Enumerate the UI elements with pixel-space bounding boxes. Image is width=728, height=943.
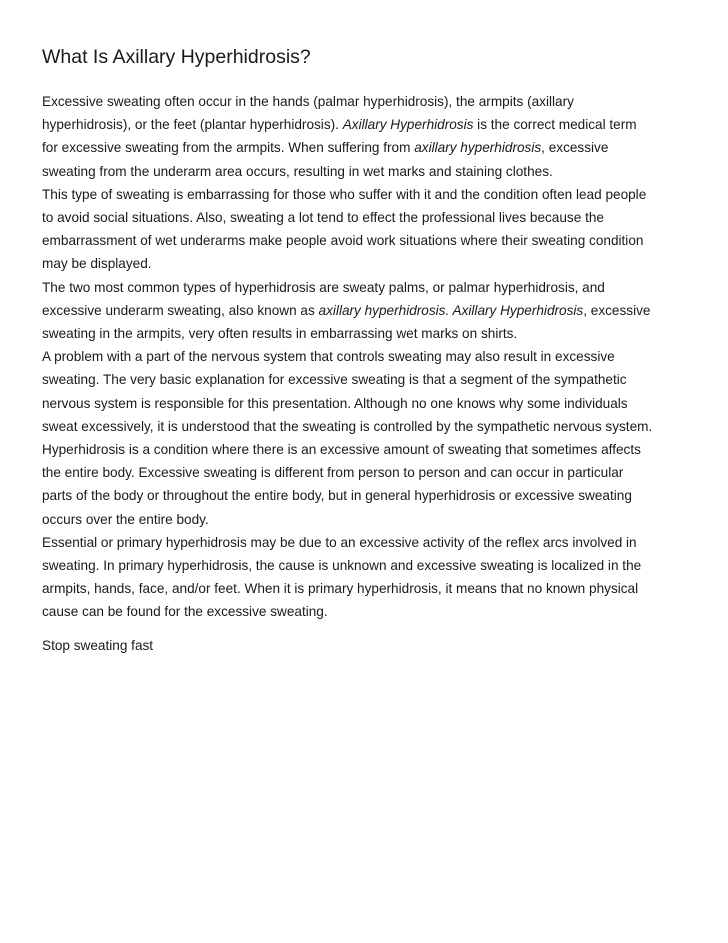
article-body	[42, 90, 692, 657]
text-line	[42, 90, 692, 113]
paragraph	[42, 90, 692, 183]
text-line	[42, 345, 692, 368]
text-line	[42, 484, 692, 507]
italic-term: Axillary Hyperhidrosis	[342, 117, 474, 133]
text-segment: armpits, hands, face, and/or feet. When it is primary hyperhidrosis, it means that no known physical	[42, 581, 639, 597]
text-line	[42, 392, 692, 415]
text-line	[42, 322, 692, 345]
text-line	[42, 183, 692, 206]
text-line	[42, 368, 692, 391]
text-segment: sweating in the armpits, very often results in embarrassing wet marks on shirts.	[42, 326, 518, 342]
text-line	[42, 415, 692, 438]
text-segment: Excessive sweating often occur in the hands (palmar hyperhidrosis), the armpits (axillary	[42, 94, 574, 109]
page-title: What Is Axillary Hyperhidrosis?	[42, 46, 311, 68]
text-line	[42, 600, 692, 623]
text-segment: parts of the body or throughout the entire body, but in general hyperhidrosis or excessive sweating	[42, 488, 632, 504]
text-line	[42, 438, 692, 461]
text-line	[42, 206, 692, 229]
paragraph	[42, 183, 692, 276]
text-segment: A problem with a part of the nervous system that controls sweating may also result in excessive	[42, 349, 615, 365]
text-segment: is the correct medical term	[473, 117, 637, 133]
text-segment: , excessive	[583, 302, 651, 318]
text-segment: sweating. In primary hyperhidrosis, the cause is unknown and excessive sweating is localized in the	[42, 558, 642, 574]
text-segment: The two most common types of hyperhidrosis are sweaty palms, or palmar hyperhidrosis, and	[42, 279, 605, 295]
text-segment: Essential or primary hyperhidrosis may be due to an excessive activity of the reflex arcs involved in	[42, 534, 637, 550]
text-line	[42, 299, 692, 322]
text-segment: embarrassment of wet underarms make people avoid work situations where their sweating condition	[42, 233, 644, 249]
text-line	[42, 276, 692, 299]
paragraph	[42, 531, 692, 624]
text-segment: This type of sweating is embarrassing for those who suffer with it and the condition often lead people	[42, 186, 647, 202]
stop-sweating-link[interactable]: Stop sweating fast	[42, 637, 154, 653]
text-line	[42, 229, 692, 252]
text-line	[42, 508, 692, 531]
text-line	[42, 554, 692, 577]
paragraph	[42, 345, 692, 438]
text-segment: sweating from the underarm area occurs, resulting in wet marks and staining clothes.	[42, 163, 553, 179]
text-segment: to avoid social situations. Also, sweating a lot tend to effect the professional lives because the	[42, 210, 604, 226]
text-segment: hyperhidrosis), or the feet (plantar hyperhidrosis).	[42, 117, 343, 133]
paragraph	[42, 276, 692, 346]
text-segment: nervous system is responsible for this presentation. Although no one knows why some individuals	[42, 395, 628, 411]
text-line	[42, 461, 692, 484]
text-line	[42, 531, 692, 554]
text-segment: may be displayed.	[42, 256, 152, 272]
text-segment: the entire body. Excessive sweating is different from person to person and can occur in particular	[42, 465, 624, 481]
text-line	[42, 136, 692, 159]
text-segment: excessive underarm sweating, also known as	[42, 302, 319, 318]
text-line	[42, 252, 692, 275]
text-line	[42, 160, 692, 183]
text-segment: cause can be found for the excessive sweating.	[42, 604, 328, 620]
italic-term: axillary hyperhidrosis	[414, 140, 542, 156]
text-segment: , excessive	[541, 140, 609, 156]
text-segment: for excessive sweating from the armpits. When suffering from	[42, 140, 415, 156]
text-segment: sweating. The very basic explanation for excessive sweating is that a segment of the sympathetic	[42, 372, 627, 388]
text-segment: occurs over the entire body.	[42, 511, 209, 527]
italic-term: axillary hyperhidrosis. Axillary Hyperhidrosis	[318, 302, 584, 318]
text-segment: Hyperhidrosis is a condition where there is an excessive amount of sweating that sometimes affects	[42, 442, 641, 458]
text-line	[42, 113, 692, 136]
text-segment: sweat excessively, it is understood that the sweating is controlled by the sympathetic nervous system.	[42, 418, 653, 434]
text-line	[42, 577, 692, 600]
paragraph	[42, 438, 692, 531]
